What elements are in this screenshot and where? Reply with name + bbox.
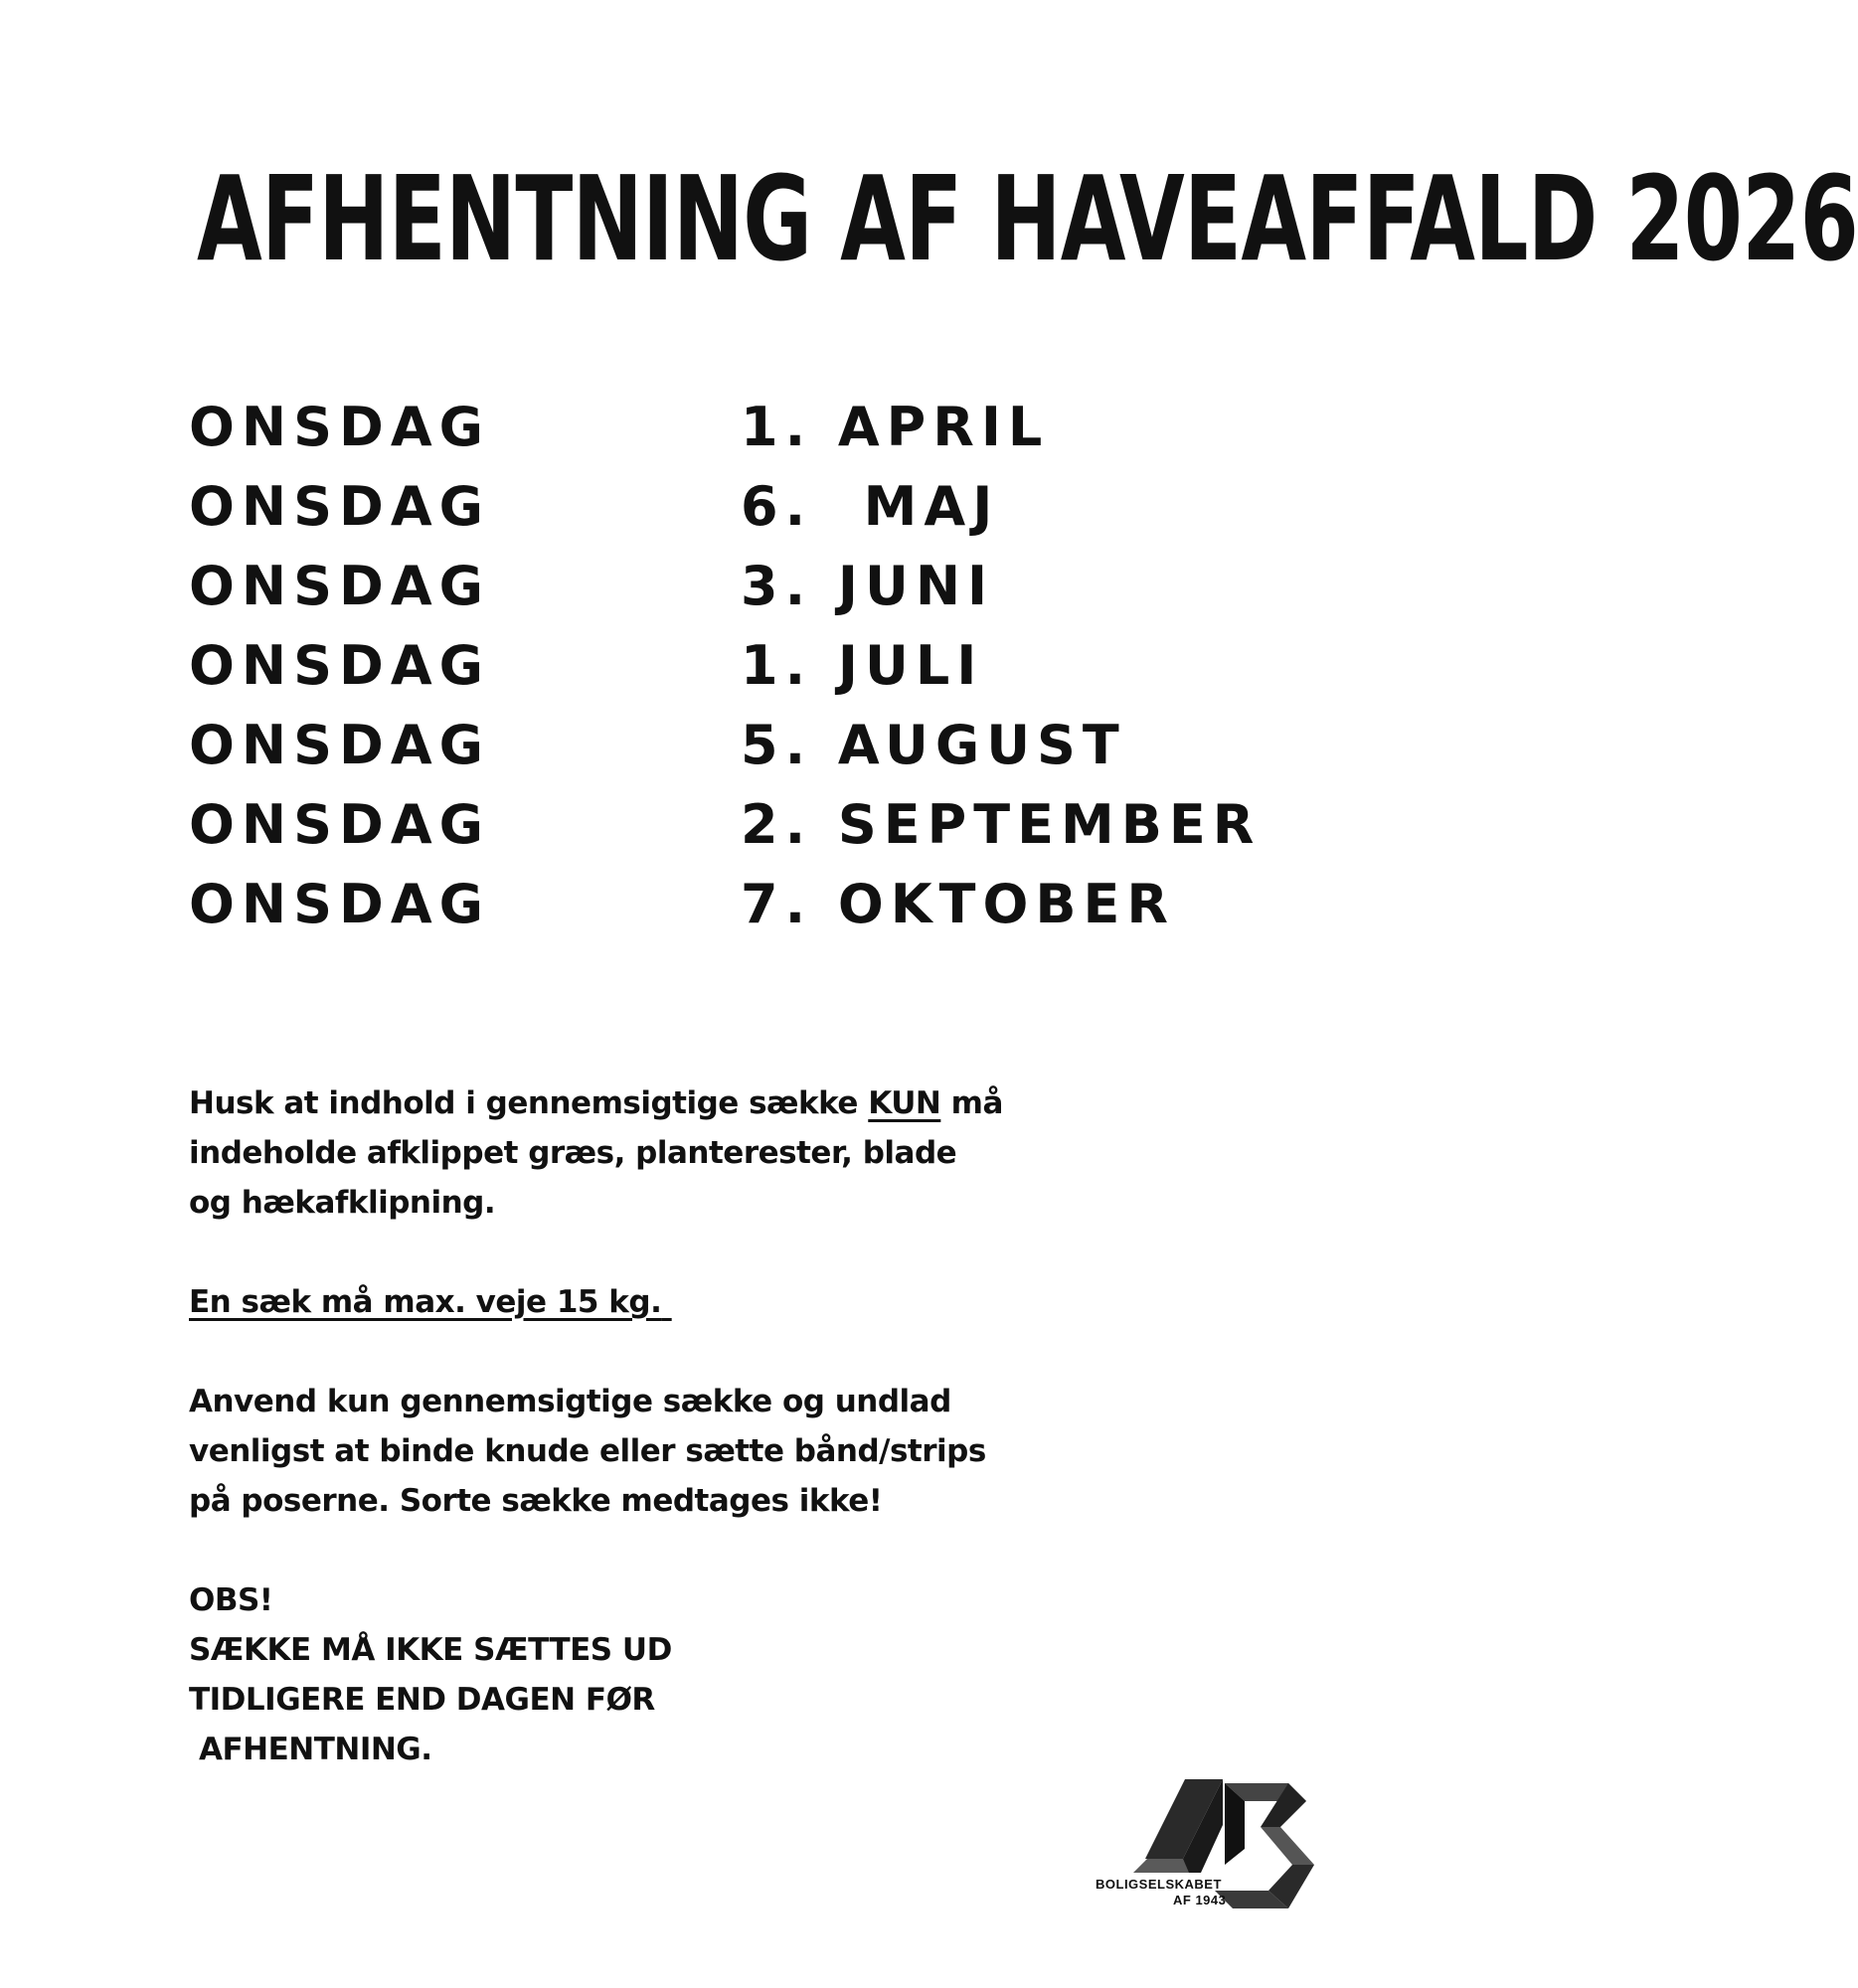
logo-name: BOLIGSELSKABET bbox=[1096, 1877, 1222, 1892]
schedule-day: ONSDAG bbox=[189, 396, 490, 458]
schedule-day: ONSDAG bbox=[189, 555, 490, 617]
weight-paragraph bbox=[189, 1277, 1084, 1327]
pickup-schedule bbox=[189, 388, 1282, 944]
obs-heading: OBS! bbox=[189, 1582, 273, 1618]
schedule-row bbox=[189, 865, 1282, 944]
schedule-day: ONSDAG bbox=[189, 714, 490, 776]
schedule-date: 3. JUNI bbox=[741, 555, 995, 617]
schedule-date: 1. APRIL bbox=[741, 396, 1050, 458]
content-rule-text: må bbox=[940, 1085, 1003, 1121]
schedule-day: ONSDAG bbox=[189, 793, 490, 856]
logo-year: AF 1943 bbox=[1173, 1893, 1227, 1907]
schedule-date: 2. SEPTEMBER bbox=[741, 793, 1262, 856]
schedule-row bbox=[189, 785, 1282, 865]
bag-rule-text: på poserne. Sorte sække medtages ikke! bbox=[189, 1483, 883, 1519]
bag-rule-paragraph bbox=[189, 1377, 1084, 1526]
bag-rule-text: Anvend kun gennemsigtige sække og undlad bbox=[189, 1384, 951, 1419]
schedule-day: ONSDAG bbox=[189, 475, 490, 538]
schedule-row bbox=[189, 706, 1282, 785]
content-rule-text: og hækafklipning. bbox=[189, 1185, 496, 1221]
schedule-day: ONSDAG bbox=[189, 634, 490, 697]
warning-text: SÆKKE MÅ IKKE SÆTTES UD bbox=[189, 1632, 672, 1668]
schedule-date: 1. JULI bbox=[741, 634, 984, 697]
content-rule-paragraph bbox=[189, 1078, 1084, 1228]
info-text bbox=[189, 1078, 1084, 1824]
schedule-row bbox=[189, 626, 1282, 706]
bag-rule-text: venligst at binde knude eller sætte bånd/strips bbox=[189, 1433, 986, 1469]
boligselskabet-logo bbox=[1094, 1769, 1332, 1928]
kun-emphasis: KUN bbox=[868, 1085, 941, 1121]
schedule-date: 6. MAJ bbox=[741, 475, 1000, 538]
schedule-row bbox=[189, 547, 1282, 626]
schedule-row bbox=[189, 467, 1282, 547]
page-title: AFHENTNING AF HAVEAFFALD 2026 bbox=[196, 150, 1858, 287]
content-rule-text: indeholde afklippet græs, planterester, blade bbox=[189, 1135, 957, 1171]
warning-text: TIDLIGERE END DAGEN FØR bbox=[189, 1682, 655, 1718]
content-rule-text: Husk at indhold i gennemsigtige sække bbox=[189, 1085, 869, 1121]
warning-paragraph bbox=[189, 1575, 1084, 1774]
warning-text: AFHENTNING. bbox=[199, 1732, 432, 1767]
schedule-date: 7. OKTOBER bbox=[741, 873, 1176, 935]
weight-limit-text: En sæk må max. veje 15 kg. bbox=[189, 1284, 662, 1320]
schedule-day: ONSDAG bbox=[189, 873, 490, 935]
schedule-row bbox=[189, 388, 1282, 467]
schedule-date: 5. AUGUST bbox=[741, 714, 1126, 776]
